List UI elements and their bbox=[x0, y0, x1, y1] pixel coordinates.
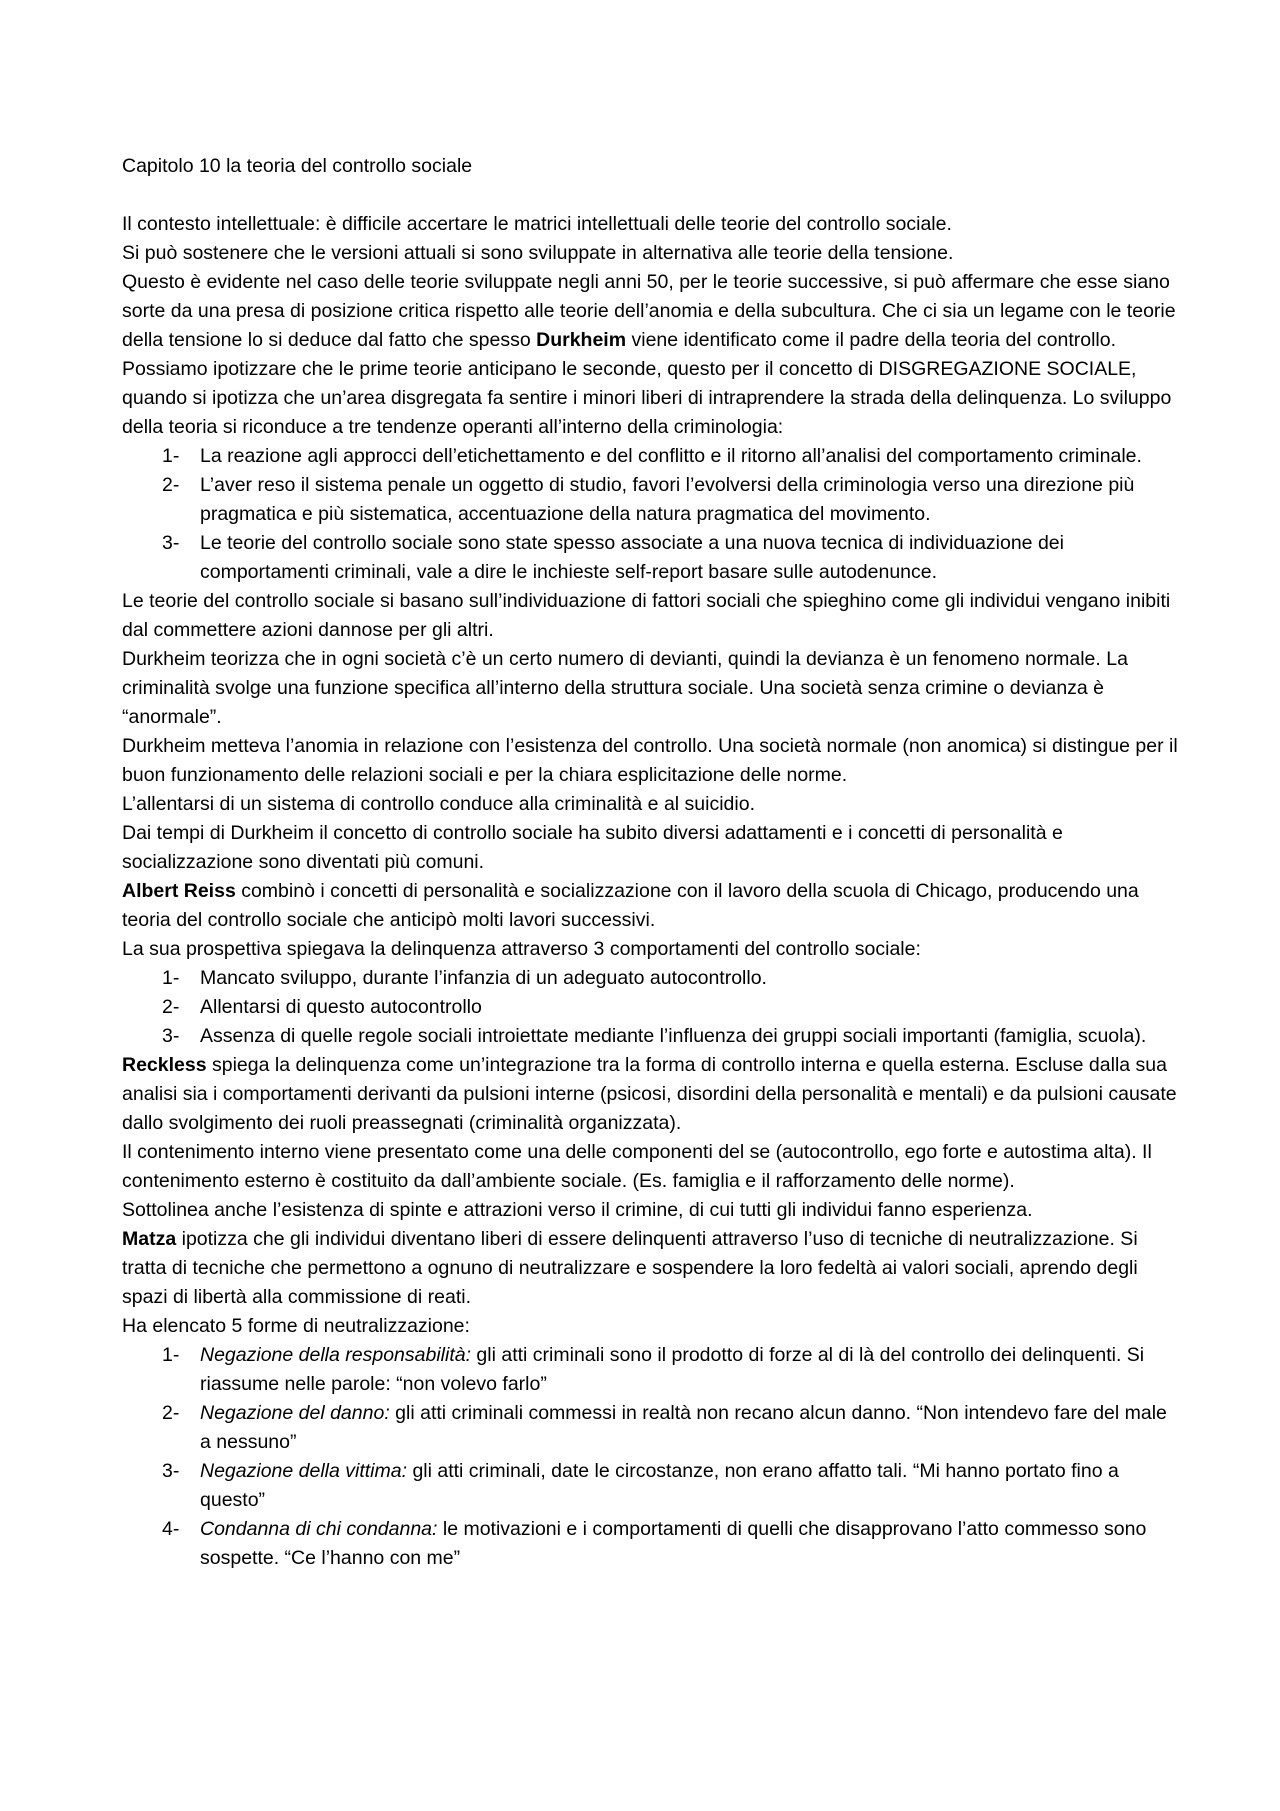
list-item bbox=[122, 1457, 1180, 1515]
bold-durkheim: Durkheim bbox=[536, 329, 627, 351]
paragraph-social-factors: Le teorie del controllo sociale si basano sull’individuazione di fattori sociali che spieghino come gli individui vengano inibiti dal commettere azioni dannose per gli altri. bbox=[122, 590, 1171, 641]
list-number: 2- bbox=[162, 996, 180, 1018]
list-number: 1- bbox=[162, 1344, 180, 1366]
list-text: Le teorie del controllo sociale sono state spesso associate a una nuova tecnica di individuazione dei comportamenti criminali, vale a dire le inchieste self-report basare sulle autodenunce. bbox=[200, 532, 1064, 583]
paragraph-reiss-perspective: La sua prospettiva spiegava la delinquenza attraverso 3 comportamenti del controllo sociale: bbox=[122, 938, 921, 960]
list-item bbox=[122, 1515, 1180, 1573]
paragraph-containment: Il contenimento interno viene presentato come una delle componenti del se (autocontrollo, ego forte e autostima alta). Il contenimento esterno è costituito da dall’ambiente sociale. (Es. famiglia e il rafforzamento delle norme). bbox=[122, 1141, 1152, 1192]
list-number: 1- bbox=[162, 445, 180, 467]
text-span: ipotizza che gli individui diventano liberi di essere delinquenti attraverso l’uso di tecniche di neutralizzazione. Si tratta di tecniche che permettono a ognuno di neutralizzare e sospendere la loro fedeltà ai valori sociali, aprendo degli spazi di libertà alla commissione di reati. bbox=[122, 1228, 1138, 1308]
text-span: Questo è evidente nel caso delle teorie sviluppate negli anni 50, per le teorie successive, si può affermare che esse siano sorte da una presa di posizione critica rispetto alle teorie dell’anomia e della subcultura. Che ci sia un legame con le teorie della tensione lo si deduce dal fatto che spesso bbox=[122, 271, 1176, 351]
bold-matza: Matza bbox=[122, 1228, 177, 1250]
list-item bbox=[122, 442, 1180, 471]
paragraph-durkheim-deviance: Durkheim teorizza che in ogni società c’è un certo numero di devianti, quindi la devianza è un fenomeno normale. La criminalità svolge una funzione specifica all’interno della struttura sociale. Una società senza crimine o devianza è “anormale”. bbox=[122, 648, 1128, 728]
list-item bbox=[122, 471, 1180, 529]
paragraph-control-loosening: L’allentarsi di un sistema di controllo conduce alla criminalità e al suicidio. bbox=[122, 793, 755, 815]
bold-reckless: Reckless bbox=[122, 1054, 207, 1076]
list-number: 2- bbox=[162, 1402, 180, 1424]
text-span: viene identificato come il padre della teoria del controllo. bbox=[626, 329, 1117, 351]
paragraph-reckless bbox=[122, 1051, 1180, 1138]
list-text: le motivazioni e i comportamenti di quelli che disapprovano l’atto commesso sono sospette. “Ce l’hanno con me” bbox=[200, 1518, 1147, 1569]
text-span: combinò i concetti di personalità e socializzazione con il lavoro della scuola di Chicago, producendo una teoria del controllo sociale che anticipò molti lavori successivi. bbox=[122, 880, 1139, 931]
list-term: Negazione del danno: bbox=[200, 1402, 390, 1424]
list-text: Mancato sviluppo, durante l’infanzia di un adeguato autocontrollo. bbox=[200, 967, 767, 989]
list-item bbox=[122, 964, 1180, 993]
list-tendencies bbox=[122, 442, 1180, 587]
list-text: La reazione agli approcci dell’etichettamento e del conflitto e il ritorno all’analisi del comportamento criminale. bbox=[200, 445, 1142, 467]
list-neutralization bbox=[122, 1341, 1180, 1573]
paragraph-neutralization-intro: Ha elencato 5 forme di neutralizzazione: bbox=[122, 1315, 470, 1337]
list-text: Allentarsi di questo autocontrollo bbox=[200, 996, 482, 1018]
paragraph-adaptations: Dai tempi di Durkheim il concetto di controllo sociale ha subito diversi adattamenti e i concetti di personalità e socializzazione sono diventati più comuni. bbox=[122, 822, 1063, 873]
bold-albert-reiss: Albert Reiss bbox=[122, 880, 236, 902]
list-number: 1- bbox=[162, 967, 180, 989]
list-item bbox=[122, 993, 1180, 1022]
list-text: gli atti criminali, date le circostanze, non erano affatto tali. “Mi hanno portato fino a questo” bbox=[200, 1460, 1119, 1511]
list-term: Negazione della vittima: bbox=[200, 1460, 408, 1482]
list-text: L’aver reso il sistema penale un oggetto di studio, favori l’evolversi della criminologia verso una direzione più pragmatica e più sistematica, accentuazione della natura pragmatica del movimento. bbox=[200, 474, 1135, 525]
text-span: spiega la delinquenza come un’integrazione tra la forma di controllo interna e quella esterna. Escluse dalla sua analisi sia i comportamenti derivanti da pulsioni interne (psicosi, disordini della personalità e mentali) e da pulsioni causate dallo svolgimento dei ruoli preassegnati (criminalità organizzata). bbox=[122, 1054, 1177, 1134]
list-number: 3- bbox=[162, 532, 180, 554]
list-number: 2- bbox=[162, 474, 180, 496]
list-number: 3- bbox=[162, 1025, 180, 1047]
paragraph-pushes-pulls: Sottolinea anche l’esistenza di spinte e attrazioni verso il crimine, di cui tutti gli individui fanno esperienza. bbox=[122, 1199, 1033, 1221]
list-term: Negazione della responsabilità: bbox=[200, 1344, 472, 1366]
list-item bbox=[122, 1022, 1180, 1051]
list-item bbox=[122, 1399, 1180, 1457]
paragraph-fifties bbox=[122, 268, 1180, 355]
list-reiss-behaviours bbox=[122, 964, 1180, 1051]
paragraph-matza bbox=[122, 1225, 1180, 1312]
paragraph-disgregazione: Possiamo ipotizzare che le prime teorie anticipano le seconde, questo per il concetto di DISGREGAZIONE SOCIALE, quando si ipotizza che un’area disgregata fa sentire i minori liberi di intraprendere la strada della delinquenza. Lo sviluppo della teoria si riconduce a tre tendenze operanti all’interno della criminologia: bbox=[122, 358, 1172, 438]
list-text: gli atti criminali sono il prodotto di forze al di là del controllo dei delinquenti. Si riassume nelle parole: “non volevo farlo” bbox=[200, 1344, 1145, 1395]
paragraph-durkheim-anomie: Durkheim metteva l’anomia in relazione con l’esistenza del controllo. Una società normale (non anomica) si distingue per il buon funzionamento delle relazioni sociali e per la chiara esplicitazione delle norme. bbox=[122, 735, 1178, 786]
list-number: 4- bbox=[162, 1518, 180, 1540]
list-number: 3- bbox=[162, 1460, 180, 1482]
paragraph-reiss bbox=[122, 877, 1180, 935]
paragraph-context: Il contesto intellettuale: è difficile accertare le matrici intellettuali delle teorie del controllo sociale. bbox=[122, 213, 952, 235]
list-item bbox=[122, 529, 1180, 587]
paragraph-alternative: Si può sostenere che le versioni attuali si sono sviluppate in alternativa alle teorie della tensione. bbox=[122, 242, 954, 264]
list-text: gli atti criminali commessi in realtà non recano alcun danno. “Non intendevo fare del male a nessuno” bbox=[200, 1402, 1167, 1453]
list-item bbox=[122, 1341, 1180, 1399]
list-text: Assenza di quelle regole sociali introiettate mediante l’influenza dei gruppi sociali importanti (famiglia, scuola). bbox=[200, 1025, 1147, 1047]
document-title: Capitolo 10 la teoria del controllo sociale bbox=[122, 155, 473, 177]
list-term: Condanna di chi condanna: bbox=[200, 1518, 438, 1540]
